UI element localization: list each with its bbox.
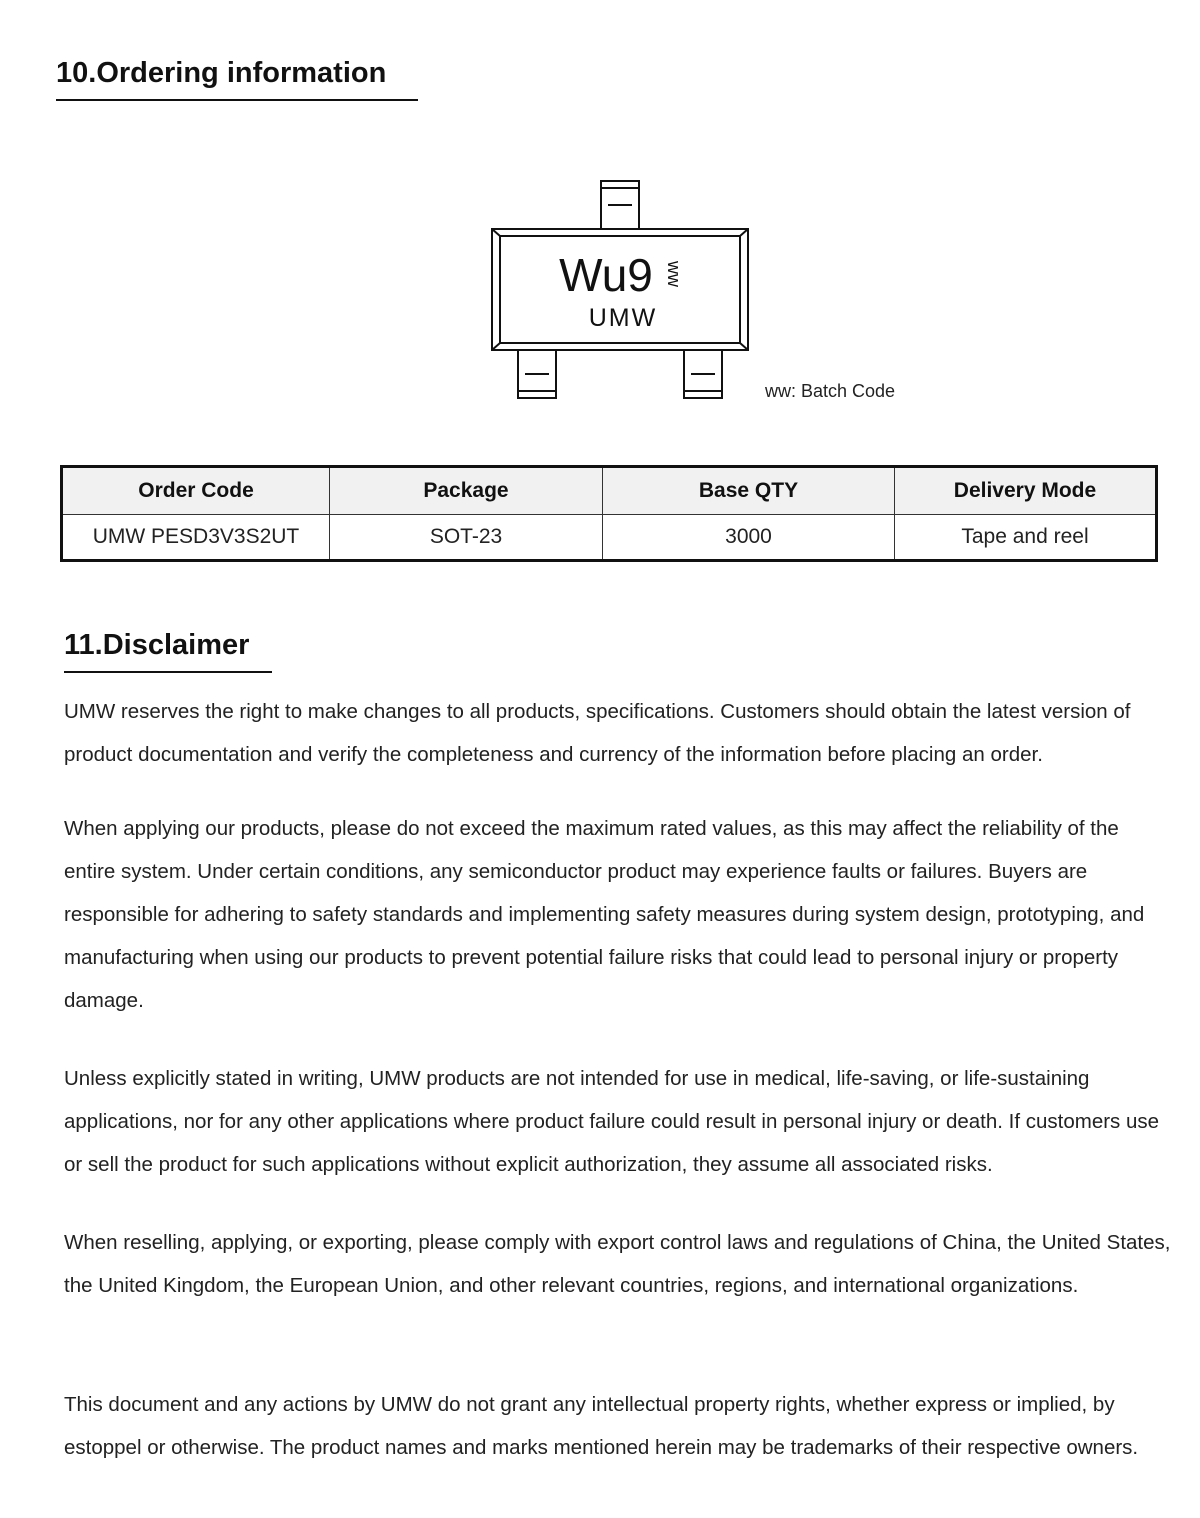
cell-order-code: UMW PESD3V3S2UT bbox=[62, 515, 330, 561]
column-header-order-code: Order Code bbox=[62, 467, 330, 515]
disclaimer-paragraph-1: UMW reserves the right to make changes to all products, specifications. Customers should obtain the latest version of product documentation and verify the completeness and currency of the information before placing an order. bbox=[64, 700, 1131, 766]
column-header-base-qty: Base QTY bbox=[603, 467, 895, 515]
ordering-heading-underline bbox=[56, 99, 418, 101]
cell-delivery-mode: Tape and reel bbox=[895, 515, 1157, 561]
ordering-table-header-row bbox=[62, 467, 1157, 515]
sot23-package-diagram bbox=[488, 178, 752, 404]
ordering-table bbox=[60, 465, 1158, 562]
column-header-package: Package bbox=[330, 467, 603, 515]
cell-package: SOT-23 bbox=[330, 515, 603, 561]
column-header-delivery-mode: Delivery Mode bbox=[895, 467, 1157, 515]
marking-batch: ww bbox=[664, 261, 684, 287]
disclaimer-heading-underline bbox=[64, 671, 272, 673]
batch-code-note: ww: Batch Code bbox=[765, 381, 896, 401]
marking-brand: UMW bbox=[588, 304, 658, 332]
disclaimer-heading: 11.Disclaimer bbox=[64, 629, 250, 661]
disclaimer-paragraph-3: Unless explicitly stated in writing, UMW products are not intended for use in medical, life-saving, or life-sustaining applications, nor for any other applications where product failure could result in personal injury or death. If customers use or sell the product for such applications without explicit authorization, they assume all associated risks. bbox=[64, 1067, 1160, 1176]
marking-code: Wu9 bbox=[559, 249, 653, 301]
disclaimer-paragraph-4: When reselling, applying, or exporting, please comply with export control laws and regulations of China, the United States, the United Kingdom, the European Union, and other relevant countries, regions, and international organizations. bbox=[64, 1231, 1171, 1297]
cell-base-qty: 3000 bbox=[603, 515, 895, 561]
table-row bbox=[62, 515, 1157, 561]
disclaimer-paragraph-2: When applying our products, please do not exceed the maximum rated values, as this may affect the reliability of the entire system. Under certain conditions, any semiconductor product may experience faults or failures. Buyers are responsible for adhering to safety standards and implementing safety measures during system design, prototyping, and manufacturing when using our products to prevent potential failure risks that could lead to personal injury or property damage. bbox=[64, 817, 1145, 1012]
ordering-heading: 10.Ordering information bbox=[56, 57, 387, 89]
disclaimer-paragraph-5: This document and any actions by UMW do not grant any intellectual property rights, whether express or implied, by estoppel or otherwise. The product names and marks mentioned herein may be trademarks of their respective owners. bbox=[64, 1393, 1139, 1459]
